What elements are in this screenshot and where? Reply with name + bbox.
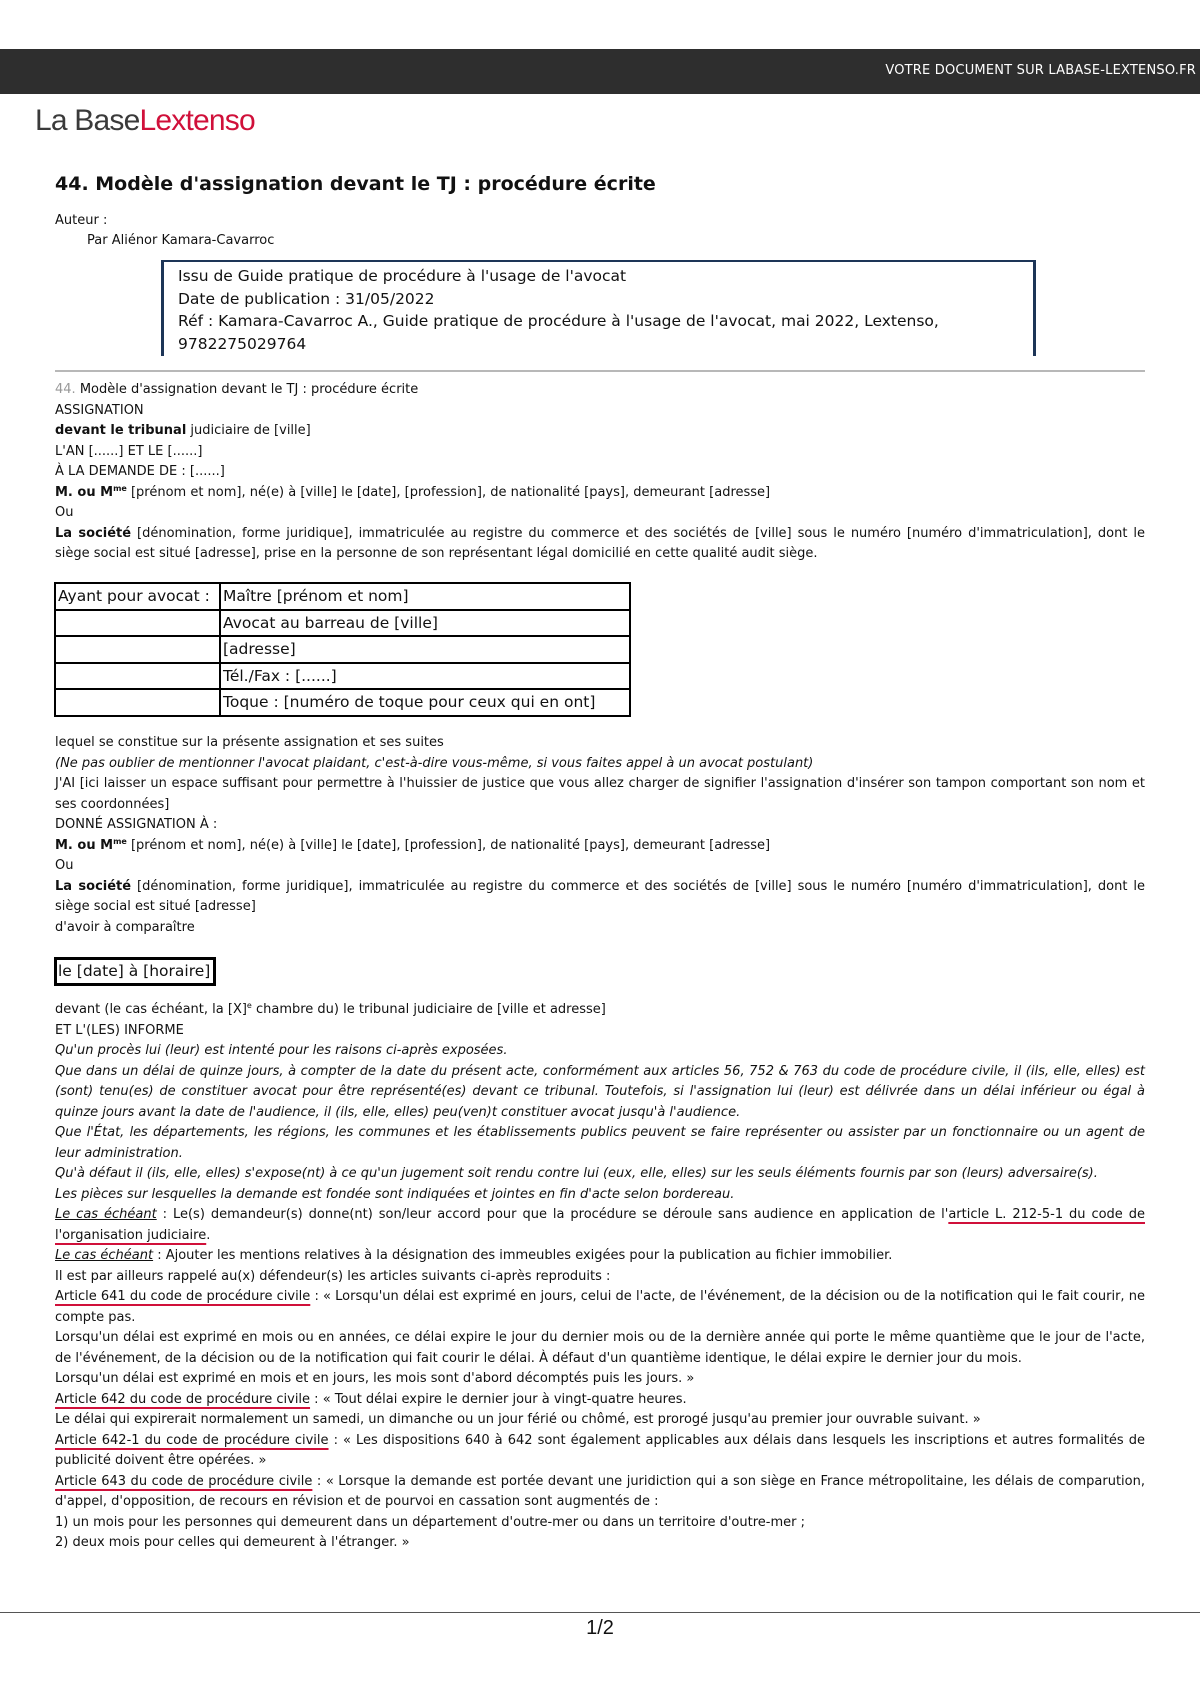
banner-text: VOTRE DOCUMENT SUR LABASE-LEXTENSO.FR [885,63,1196,78]
assignation-body [55,1000,1145,1554]
donne-line: DONNÉ ASSIGNATION À : [55,817,218,832]
delai-paragraph: Que dans un délai de quinze jours, à compter de la date du présent acte, conformément aux articles 56, 752 & 763 du code de procédure civile, il (ils, elle, elles) est (sont) tenu(es) de constituer avocat pour être représenté(es) devant ce tribunal. Toutefois, si l'assignation lui (leur) est délivrée dans un délai inférieur ou égal à quinze jours avant la date de l'audience, il (ils, elle, elles) peu(ven)t constituer avocat jusqu'à l'audience. [55,1063,1145,1120]
avocat-table-value: Tél./Fax : [......] [220,663,630,690]
article-641-p2: Lorsqu'un délai est exprimé en mois ou en années, ce délai expire le jour du dernier mois ou de la dernière année qui porte le même quantième que le jour de l'acte, de l'événement, de la décision ou de la notification qui fait courir le délai. À défaut d'un quantième identique, le délai expire le dernier jour du mois. [55,1330,1145,1366]
source-issu: Issu de Guide pratique de procédure à l'usage de l'avocat [178,267,627,285]
avocat-table-label [55,663,220,690]
author-name: Par Aliénor Kamara-Cavarroc [87,233,275,248]
footer-divider [0,1612,1200,1613]
divider [55,370,1145,372]
article-642-p2: Le délai qui expirerait normalement un samedi, un dimanche ou un jour férié ou chômé, est prorogé jusqu'au premier jour ouvrable suivant. » [55,1412,981,1427]
avocat-table-label [55,610,220,637]
avocat-table-value: Toque : [numéro de toque pour ceux qui en ont] [220,689,630,716]
avocat-table-value: Maître [prénom et nom] [220,583,630,610]
assignation-header [55,380,1145,565]
reminder-line: (Ne pas oublier de mentionner l'avocat plaidant, c'est-à-dire vous-même, si vous faites appel à un avocat postulant) [55,755,814,771]
avocat-table-label [55,636,220,663]
logo-part-2: Lextenso [139,104,255,137]
article-641-p3: Lorsqu'un délai est exprimé en mois et en jours, les mois sont d'abord décomptés puis les jours. » [55,1371,695,1386]
article-642-link[interactable]: Article 642 du code de procédure civile [55,1391,311,1407]
source-box [161,260,1036,356]
article-643-item-1: 1) un mois pour les personnes qui demeurent dans un département d'outre-mer ou dans un territoire d'outre-mer ; [55,1514,805,1530]
article-642-1: Article 642-1 du code de procédure civile : « Les dispositions 640 à 642 sont également applicables aux délais dans lesquels les inscriptions et autres formalités de publicité doivent être opérées. » [55,1432,1146,1468]
top-banner [0,49,1200,94]
logo-part-1: La Base [35,104,140,137]
ou-line: Ou [55,505,74,520]
date-box: le [date] à [horaire] [54,957,216,986]
avocat-table-label: Ayant pour avocat : [55,583,220,610]
page-number: 1/2 [586,1617,614,1639]
source-date: Date de publication : 31/05/2022 [178,289,435,308]
article-643-item-2: 2) deux mois pour celles qui demeurent à l'étranger. » [55,1535,410,1550]
avocat-table-row [55,663,630,690]
avocat-table-row [55,610,630,637]
article-642: Article 642 du code de procédure civile : « Tout délai expire le dernier jour à vingt-quatre heures. [55,1391,687,1407]
author-label: Auteur : [55,213,108,228]
avocat-table-row [55,636,630,663]
informe-line: ET L'(LES) INFORME [55,1022,184,1038]
proces-line: Qu'un procès lui (leur) est intenté pour les raisons ci-après exposées. [55,1043,508,1058]
rappele-line: Il est par ailleurs rappelé au(x) défendeur(s) les articles suivants ci-après reproduits : [55,1268,611,1284]
assignation-middle [55,733,1145,938]
logo [35,104,255,138]
breadcrumb-title: Modèle d'assignation devant le TJ : procédure écrite [75,382,419,397]
pieces-line: Les pièces sur lesquelles la demande est fondée sont indiquées et jointes en fin d'acte selon bordereau. [55,1186,735,1202]
avocat-table-label [55,689,220,716]
an-line: L'AN [......] ET LE [......] [55,443,203,459]
article-643-link[interactable]: Article 643 du code de procédure civile [55,1473,313,1489]
article-642-1-link[interactable]: Article 642-1 du code de procédure civile [55,1432,329,1448]
breadcrumb-number: 44. [55,382,76,397]
devant-line: devant le tribunal judiciaire de [ville] [55,423,311,438]
avocat-table [54,582,631,717]
ou-line-2: Ou [55,858,74,873]
avocat-table-value: Avocat au barreau de [ville] [220,610,630,637]
article-641-link[interactable]: Article 641 du code de procédure civile [55,1289,311,1304]
article-l212-5-1-link[interactable]: article L. 212-5-1 du code de l'organisation judiciaire [55,1207,1145,1243]
cas-echeant-1: Le cas échéant : Le(s) demandeur(s) donne(nt) son/leur accord pour que la procédure se déroule sans audience en application de l'article L. 212-5-1 du code de l'organisation judiciaire. [55,1207,1145,1243]
avocat-table-value: [adresse] [220,636,630,663]
cas-echeant-2: Le cas échéant : Ajouter les mentions relatives à la désignation des immeubles exigées pour la publication au fichier immobilier. [55,1248,893,1263]
breadcrumb [55,380,1145,401]
societe-paragraph-2: La société [dénomination, forme juridique], immatriculée au registre du commerce et des sociétés de [ville] sous le numéro [numéro d'immatriculation], dont le siège social est situé [adresse] [55,878,1145,914]
etat-paragraph: Que l'État, les départements, les régions, les communes et les établissements publics peuvent se faire représenter ou assister par un fonctionnaire ou un agent de leur administration. [55,1125,1145,1161]
document-title: 44. Modèle d'assignation devant le TJ : procédure écrite [55,173,656,195]
comparaitre-line: d'avoir à comparaître [55,919,195,935]
article-643: Article 643 du code de procédure civile : « Lorsque la demande est portée devant une juridiction qui a son siège en France métropolitaine, les délais de comparution, d'appel, d'opposition, de recours en révision et de pourvoi en cassation sont augmentés de : [55,1473,1145,1509]
devant-line-2: devant (le cas échéant, la $[X]^e$ chambre du) le tribunal judiciaire de [ville et adresse] [55,1001,606,1017]
source-ref: Réf : Kamara-Cavarroc A., Guide pratique de procédure à l'usage de l'avocat, mai 2022, Lextenso, 9782275029764 [178,312,939,353]
avocat-table-row [55,689,630,716]
jai-paragraph: J'AI [ici laisser un espace suffisant pour permettre à l'huissier de justice que vous allez charger de signifier l'assignation d'insérer son tampon comportant son nom et ses coordonnées] [55,776,1145,812]
person-line: M. ou $M^{me}$ [prénom et nom], né(e) à [ville] le [date], [profession], de nationalité [pays], demeurant [adresse] [55,483,771,500]
avocat-table-row [55,583,630,610]
lequel-line: lequel se constitue sur la présente assignation et ses suites [55,735,444,750]
demande-line: À LA DEMANDE DE : [......] [55,464,225,479]
defaut-paragraph: Qu'à défaut il (ils, elle, elles) s'expose(nt) à ce qu'un jugement soit rendu contre lui (eux, elle, elles) sur les seuls éléments fournis par son (leurs) adversaire(s). [55,1166,1098,1181]
societe-paragraph: La société [dénomination, forme juridique], immatriculée au registre du commerce et des sociétés de [ville] sous le numéro [numéro d'immatriculation], dont le siège social est situé [adresse], prise en la personne de son représentant légal domicilié en cette qualité audit siège. [55,525,1145,561]
person-line-2: M. ou $M^{me}$ [prénom et nom], né(e) à [ville] le [date], [profession], de nationalité [pays], demeurant [adresse] [55,836,771,853]
assignation-heading: ASSIGNATION [55,402,144,418]
article-641: Article 641 du code de procédure civile : « Lorsqu'un délai est exprimé en jours, celui de l'acte, de l'événement, de la décision ou de la notification qui le fait courir, ne compte pas. [55,1289,1145,1325]
